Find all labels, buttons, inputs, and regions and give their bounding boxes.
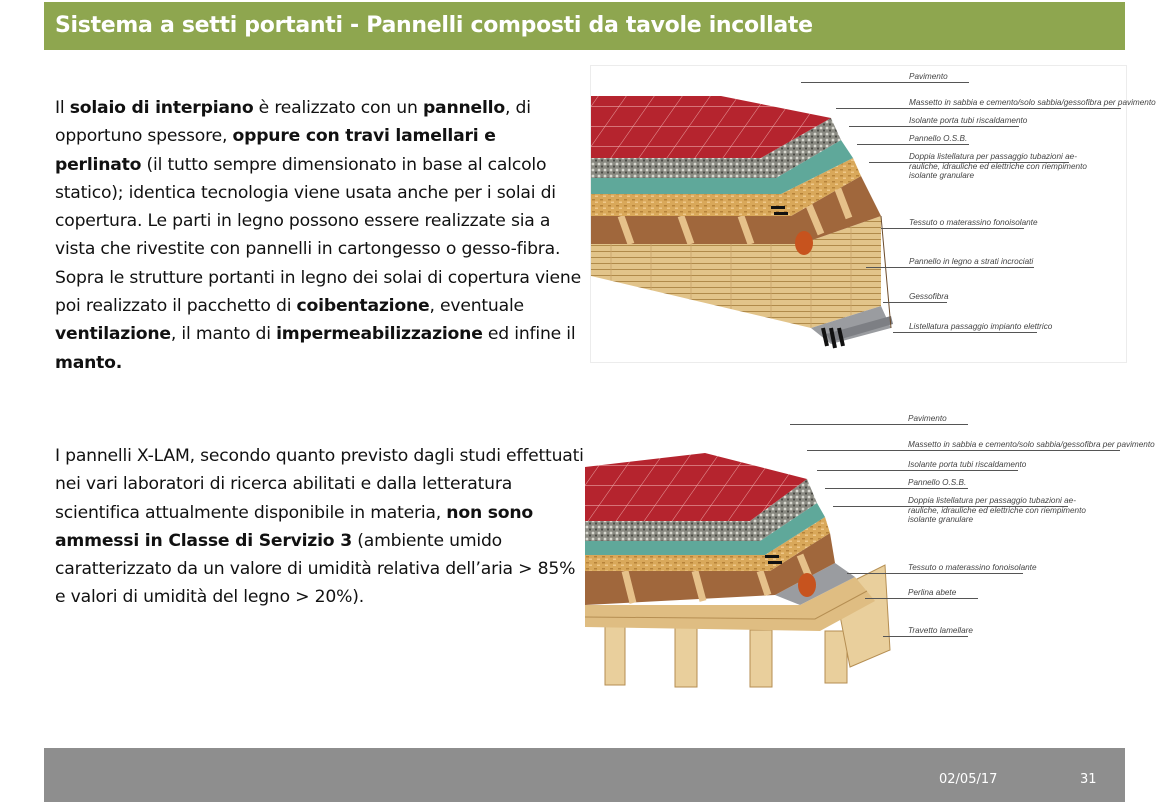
para1-run: ed infine il	[482, 324, 576, 345]
layer-label: Massetto in sabbia e cemento/solo sabbia/gessofibra per pavimento	[909, 98, 1156, 107]
leader-line	[866, 267, 1034, 268]
footer-bar	[44, 748, 1125, 802]
footer-date: 02/05/17	[939, 772, 998, 787]
layer-label: Listellatura passaggio impianto elettrico	[909, 322, 1053, 331]
paragraph-xlam-service-class	[55, 442, 585, 612]
para1-run: oppure con travi lamellari e perlinato	[55, 126, 496, 175]
layer-label: Massetto in sabbia e cemento/solo sabbia/gessofibra per pavimento	[908, 440, 1155, 449]
leader-line	[869, 162, 1069, 163]
page-number: 31	[1080, 772, 1097, 787]
leader-line	[807, 450, 1120, 451]
para1-run: ventilazione	[55, 324, 171, 345]
leader-line	[883, 302, 947, 303]
para1-run: solaio di interpiano	[69, 98, 254, 118]
layer-label: Pavimento	[909, 72, 948, 81]
para1-run: è realizzato con un	[253, 98, 423, 118]
layer-label: Isolante porta tubi riscaldamento	[908, 460, 1027, 469]
para2-run: (ambiente umido caratterizzato da un valore di umidità relativa dell’aria > 85% e valori di umidità del legno > 20%).	[55, 530, 576, 608]
figure-xlam-floor-section	[590, 65, 1156, 363]
leader-line	[833, 506, 1068, 507]
para1-run: , eventuale	[429, 296, 524, 317]
leader-line	[893, 332, 1037, 333]
para2-run: non sono ammessi in Classe di Servizio 3	[55, 502, 534, 551]
para1-run: impermeabilizzazione	[276, 324, 483, 345]
leader-line	[847, 573, 1023, 574]
layer-label: Pavimento	[908, 414, 947, 423]
leader-line	[857, 144, 969, 145]
para1-run: Il	[55, 98, 70, 118]
pipe-shape	[798, 573, 816, 597]
para1-run: manto.	[55, 352, 123, 373]
para1-run: (il tutto sempre dimensionato in base al calcolo statico); identica tecnologia viene usata anche per i solai di copertura. Le parti in legno possono essere realizzate sia a vista che rivestite con pannelli in cartongesso o gesso-fibra. Sopra le strutture portanti in legno dei solai di copertura viene poi realizzato il pacchetto di	[55, 154, 581, 317]
para1-run: , il manto di	[170, 324, 277, 345]
layer-label: Gessofibra	[909, 292, 949, 301]
leader-line	[865, 598, 978, 599]
layer-label: Pannello in legno a strati incrociati	[909, 257, 1034, 266]
title-bar	[44, 2, 1125, 50]
layer-label: Perlina abete	[908, 588, 957, 597]
layer-label: Pannello O.S.B.	[909, 134, 968, 143]
layer-label: Travetto lamellare	[908, 626, 973, 635]
para1-run: pannello	[422, 98, 505, 118]
paragraph-2-text	[55, 442, 585, 612]
layer-label: Tessuto o materassino fonoisolante	[909, 218, 1038, 227]
layer-label: Tessuto o materassino fonoisolante	[908, 563, 1037, 572]
para1-run: , di opportuno spessore,	[55, 98, 531, 147]
leader-line	[825, 488, 968, 489]
slide-title: Sistema a setti portanti - Pannelli composti da tavole incollate	[55, 13, 813, 38]
para2-run: I pannelli X-LAM, secondo quanto previsto dagli studi effettuati nei vari laboratori di ricerca abilitati e dalla letteratura scientifica attualmente disponibile in materia,	[55, 446, 584, 523]
leader-line	[849, 126, 1019, 127]
leader-line	[801, 82, 969, 83]
leader-line	[836, 108, 1121, 109]
leader-line	[881, 228, 1024, 229]
layer-label: Doppia listellatura per passaggio tubazioni ae- rauliche, idrauliche ed elettriche con riempimento isolante granulare	[908, 496, 1086, 524]
leader-line	[883, 636, 968, 637]
paragraph-1-text	[55, 94, 585, 377]
leader-line	[790, 424, 968, 425]
figure-1-drawing	[591, 66, 1126, 362]
layer-label: Pannello O.S.B.	[908, 478, 967, 487]
layer-label: Isolante porta tubi riscaldamento	[909, 116, 1028, 125]
figure-glulam-floor-section	[585, 405, 1155, 695]
paragraph-floor-slab	[55, 94, 585, 377]
para1-run: coibentazione	[296, 296, 430, 317]
leader-line	[817, 470, 1018, 471]
layer-label: Doppia listellatura per passaggio tubazioni ae- rauliche, idrauliche ed elettriche con riempimento isolante granulare	[909, 152, 1087, 180]
pipe-shape	[795, 231, 813, 255]
